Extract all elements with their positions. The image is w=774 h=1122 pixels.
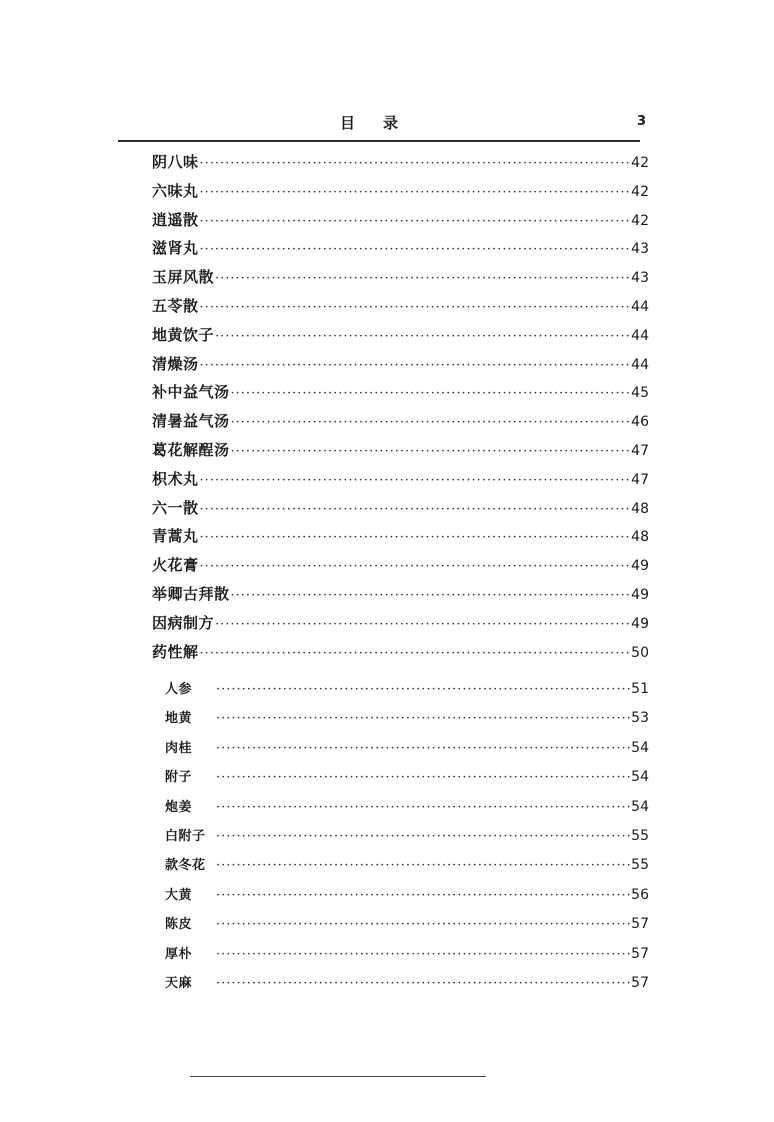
leader-dots bbox=[200, 358, 631, 373]
toc-entry bbox=[152, 381, 649, 410]
toc-sub-entry bbox=[165, 884, 649, 913]
toc-sub-entry-label: 炮姜 bbox=[165, 799, 193, 815]
toc-entry-label: 五苓散 bbox=[152, 296, 199, 315]
toc-entry-label: 举卿古拜散 bbox=[152, 584, 230, 603]
page-number: 3 bbox=[636, 114, 646, 129]
toc-sub-entry bbox=[165, 854, 649, 883]
toc-entry bbox=[152, 237, 649, 266]
toc-sub-entry-page: 57 bbox=[631, 974, 649, 991]
toc-sub-entry-page: 51 bbox=[631, 681, 649, 697]
toc-entry bbox=[152, 180, 649, 209]
leader-dots bbox=[215, 271, 630, 286]
toc-sub-entry-page: 54 bbox=[631, 798, 649, 815]
toc-entry bbox=[152, 324, 649, 353]
toc-entry-page: 44 bbox=[631, 327, 649, 344]
toc-sub-entry-label: 大黄 bbox=[165, 887, 193, 903]
leader-dots bbox=[216, 947, 630, 962]
leader-dots bbox=[200, 502, 631, 517]
toc-sub-entry-label: 肉桂 bbox=[165, 740, 193, 756]
toc-sub-entry bbox=[165, 707, 649, 736]
header-rule bbox=[118, 140, 640, 142]
toc-entry-page: 42 bbox=[631, 155, 649, 171]
toc-entry-page: 49 bbox=[631, 586, 649, 603]
leader-dots bbox=[200, 646, 631, 661]
leader-dots bbox=[216, 829, 630, 844]
leader-dots bbox=[216, 770, 630, 785]
toc-entry bbox=[152, 295, 649, 324]
toc-sub-entry-page: 55 bbox=[631, 857, 649, 874]
toc-entry bbox=[152, 468, 649, 497]
toc-entry-page: 43 bbox=[631, 270, 649, 287]
toc-entry-page: 43 bbox=[631, 241, 649, 258]
toc-entry bbox=[152, 554, 649, 583]
toc-sub-entry bbox=[165, 766, 649, 795]
leader-dots bbox=[200, 242, 631, 257]
toc-sub-entry-label: 附子 bbox=[165, 770, 193, 786]
toc-entry-label: 逍遥散 bbox=[152, 210, 199, 229]
toc-entry-label: 地黄饮子 bbox=[152, 325, 215, 344]
toc-entry bbox=[152, 410, 649, 439]
toc-entry-page: 42 bbox=[631, 212, 649, 229]
toc-entry-label: 阴八味 bbox=[152, 153, 199, 171]
toc-entry-label: 滋肾丸 bbox=[152, 239, 199, 258]
toc-entry-label: 葛花解酲汤 bbox=[152, 440, 230, 459]
leader-dots bbox=[200, 530, 631, 545]
toc-sub-entry-label: 地黄 bbox=[165, 711, 193, 727]
leader-dots bbox=[216, 976, 630, 991]
toc-entry-page: 48 bbox=[631, 529, 649, 546]
leader-dots bbox=[200, 300, 631, 315]
toc-sub-entry-page: 54 bbox=[631, 739, 649, 756]
leader-dots bbox=[200, 473, 631, 488]
toc-sub-entry-label: 天麻 bbox=[165, 975, 193, 991]
leader-dots bbox=[215, 617, 630, 632]
toc-entry-label: 清暑益气汤 bbox=[152, 412, 230, 431]
leader-dots bbox=[216, 741, 630, 756]
toc-list bbox=[152, 151, 649, 669]
toc-sub-entry-label: 陈皮 bbox=[165, 917, 193, 933]
toc-sub-entry-page: 54 bbox=[631, 769, 649, 786]
toc-entry bbox=[152, 151, 649, 180]
toc-entry bbox=[152, 266, 649, 295]
leader-dots bbox=[200, 185, 631, 200]
toc-entry-page: 48 bbox=[631, 500, 649, 517]
toc-entry-page: 44 bbox=[631, 356, 649, 373]
toc-entry-label: 青蒿丸 bbox=[152, 527, 199, 546]
toc-sub-entry bbox=[165, 796, 649, 825]
toc-entry bbox=[152, 209, 649, 238]
toc-sub-entry bbox=[165, 913, 649, 942]
page-title: 目录 bbox=[340, 114, 427, 132]
toc-sub-entry-page: 57 bbox=[631, 916, 649, 933]
toc-entry-label: 火花膏 bbox=[152, 556, 199, 575]
leader-dots bbox=[231, 588, 631, 603]
toc-sub-entry bbox=[165, 825, 649, 854]
toc-entry bbox=[152, 497, 649, 526]
toc-entry-label: 清燥汤 bbox=[152, 354, 199, 373]
toc-entry-page: 42 bbox=[631, 183, 649, 200]
toc-entry-page: 45 bbox=[631, 385, 649, 402]
toc-sub-entry-page: 56 bbox=[631, 886, 649, 903]
toc-entry bbox=[152, 612, 649, 641]
leader-dots bbox=[231, 415, 631, 430]
leader-dots bbox=[216, 917, 630, 932]
toc-entry bbox=[152, 525, 649, 554]
leader-dots bbox=[216, 888, 630, 903]
toc-entry-label: 枳术丸 bbox=[152, 469, 199, 488]
leader-dots bbox=[200, 214, 631, 229]
bottom-rule bbox=[190, 1076, 486, 1077]
toc-entry bbox=[152, 641, 649, 670]
leader-dots bbox=[216, 858, 630, 873]
toc-entry-page: 46 bbox=[631, 414, 649, 431]
toc-sub-entry bbox=[165, 678, 649, 707]
toc-sub-entry bbox=[165, 737, 649, 766]
leader-dots bbox=[216, 800, 630, 815]
toc-sub-entry-label: 款冬花 bbox=[165, 858, 206, 874]
toc-entry bbox=[152, 583, 649, 612]
toc-entry-label: 因病制方 bbox=[152, 613, 215, 632]
toc-sub-entry-label: 人参 bbox=[165, 682, 193, 697]
toc-entry-label: 六一散 bbox=[152, 498, 199, 517]
leader-dots bbox=[215, 329, 630, 344]
leader-dots bbox=[200, 156, 631, 171]
toc-sub-list bbox=[165, 678, 649, 1001]
toc-entry bbox=[152, 439, 649, 468]
toc-entry-page: 47 bbox=[631, 471, 649, 488]
leader-dots bbox=[231, 386, 631, 401]
toc-entry-label: 药性解 bbox=[152, 642, 199, 661]
leader-dots bbox=[231, 444, 631, 459]
toc-entry-page: 47 bbox=[631, 442, 649, 459]
toc-sub-entry-label: 白附子 bbox=[165, 828, 206, 844]
leader-dots bbox=[216, 711, 630, 726]
toc-entry-page: 49 bbox=[631, 558, 649, 575]
toc-entry-label: 补中益气汤 bbox=[152, 383, 230, 402]
toc-sub-entry bbox=[165, 972, 649, 1001]
toc-entry-label: 六味丸 bbox=[152, 181, 199, 200]
running-header bbox=[118, 112, 646, 142]
toc-entry-page: 49 bbox=[631, 615, 649, 632]
toc-entry-label: 玉屏风散 bbox=[152, 268, 215, 287]
toc-sub-entry-page: 53 bbox=[631, 710, 649, 727]
leader-dots bbox=[216, 682, 630, 697]
toc-sub-entry-page: 57 bbox=[631, 945, 649, 962]
toc-entry bbox=[152, 353, 649, 382]
toc-sub-entry-page: 55 bbox=[631, 827, 649, 844]
toc-sub-entry-label: 厚朴 bbox=[165, 946, 193, 962]
toc-entry-page: 44 bbox=[631, 298, 649, 315]
leader-dots bbox=[200, 559, 631, 574]
toc-sub-entry bbox=[165, 943, 649, 972]
toc-entry-page: 50 bbox=[631, 644, 649, 661]
